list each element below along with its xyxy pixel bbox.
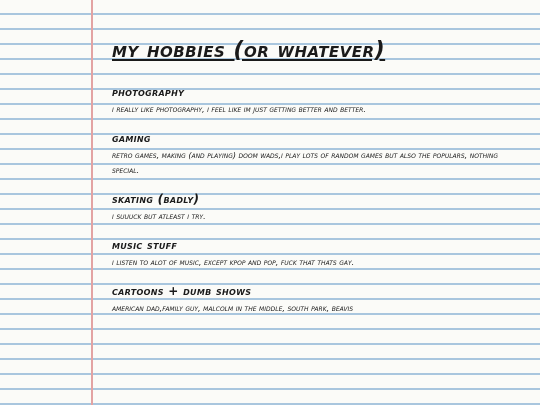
page-content	[112, 38, 512, 330]
section-gaming	[112, 131, 512, 178]
section-title: music stuff	[112, 238, 178, 252]
section-skating	[112, 192, 512, 224]
section-title: skating (badly)	[112, 192, 200, 206]
section-title: cartoons + dumb shows	[112, 284, 252, 298]
section-body: i listen to alot of music, except kpop and pop, fuck that thats gay.	[112, 258, 355, 267]
section-title: photography	[112, 85, 185, 99]
section-cartoons	[112, 284, 512, 316]
section-photography	[112, 85, 512, 117]
margin-line	[91, 0, 93, 405]
section-music	[112, 238, 512, 270]
page-title: my hobbies (or whatever)	[112, 38, 386, 63]
section-body: retro games, making (and playing) doom wads,i play lots of random games but also the populars, nothing special.	[112, 151, 499, 175]
section-body: i really like photography, i feel like im just getting better and better.	[112, 105, 366, 114]
section-title: gaming	[112, 131, 151, 145]
section-body: american dad,family guy, malcolm in the middle, south park, beavis	[112, 304, 354, 313]
section-body: i suuuck but atleast i try.	[112, 212, 206, 221]
